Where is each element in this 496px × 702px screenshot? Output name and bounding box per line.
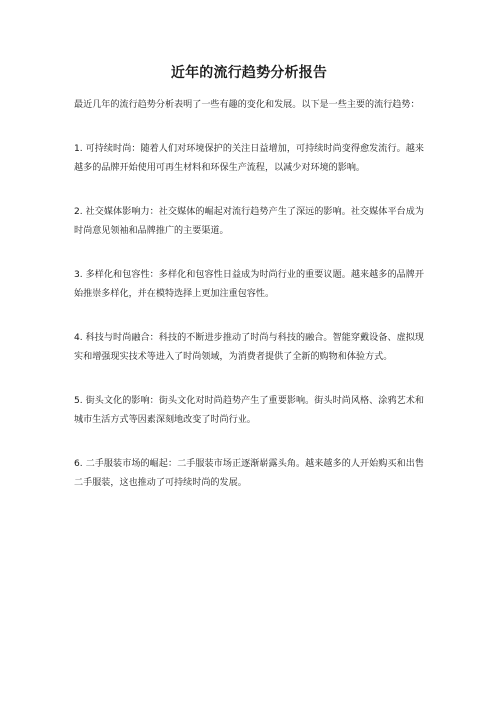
intro-paragraph: 最近几年的流行趋势分析表明了一些有趣的变化和发展。以下是一些主要的流行趋势： [74,100,420,110]
trend-item-tech-fashion: 4. 科技与时尚融合：科技的不断进步推动了时尚与科技的融合。智能穿戴设备、虚拟现实和增强现实技术等进入了时尚领域，为消费者提供了全新的购物和体验方式。 [74,333,424,362]
trend-item-social-media: 2. 社交媒体影响力：社交媒体的崛起对流行趋势产生了深远的影响。社交媒体平台成为时尚意见领袖和品牌推广的主要渠道。 [74,207,424,236]
trend-item-second-hand-market: 6. 二手服装市场的崛起：二手服装市场正逐渐崭露头角。越来越多的人开始购买和出售二手服装，这也推动了可持续时尚的发展。 [74,459,424,488]
trend-item-sustainable-fashion: 1. 可持续时尚：随着人们对环境保护的关注日益增加，可持续时尚变得愈发流行。越来越多的品牌开始使用可再生材料和环保生产流程，以减少对环境的影响。 [74,144,424,173]
trend-item-diversity-inclusion: 3. 多样化和包容性：多样化和包容性日益成为时尚行业的重要议题。越来越多的品牌开始推崇多样化，并在模特选择上更加注重包容性。 [74,270,424,299]
trend-item-street-culture: 5. 街头文化的影响：街头文化对时尚趋势产生了重要影响。街头时尚风格、涂鸦艺术和城市生活方式等因素深刻地改变了时尚行业。 [74,396,424,425]
document-title: 近年的流行趋势分析报告 [170,65,328,81]
